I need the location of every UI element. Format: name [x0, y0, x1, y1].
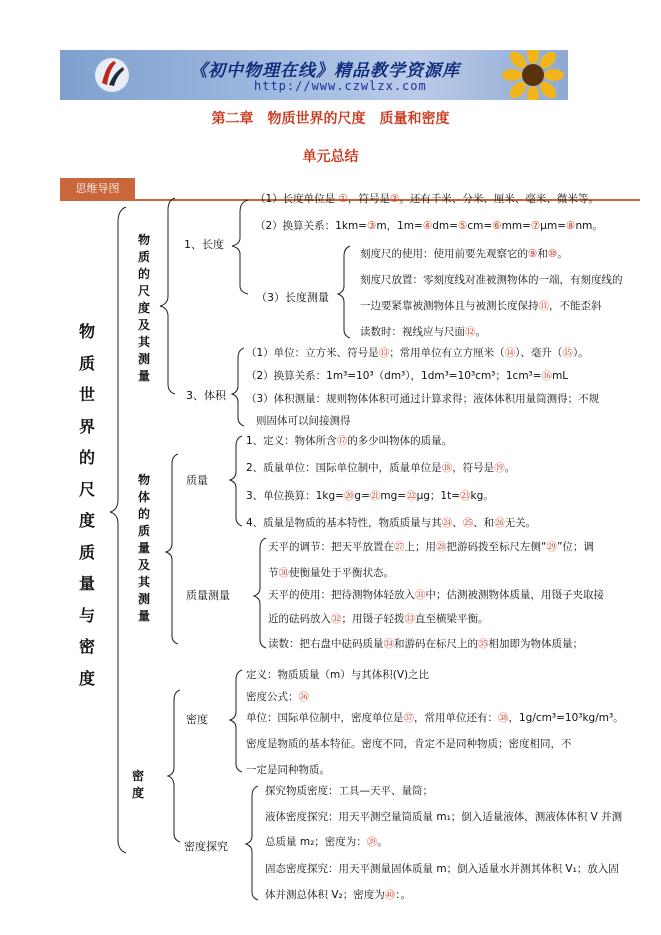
- branch-scale-label: 物质的尺度及其测量: [137, 233, 150, 383]
- mass-measure-item: 天平的调节：把天平放置在㉗上；用㉘把游码拨至标尺左侧“㉙”位；调: [268, 541, 594, 553]
- measure-item: 刻度尺放置：零刻度线对准被测物体的一端，有刻度线的: [360, 274, 623, 286]
- branch-mass-label: 物体的质量及其测量: [137, 473, 150, 623]
- volume-item: （3）体积测量：规则物体体积可通过计算求得；液体体积用量筒测得；不规: [246, 393, 600, 405]
- banner-url: http://www.czwlzx.com: [254, 79, 427, 93]
- density-item: 一定是同种物质。: [246, 764, 330, 776]
- density-item: 定义：物质质量（m）与其体积(V)之比: [246, 669, 430, 681]
- root-topic-label: 物质世界的尺度质量与密度: [78, 322, 95, 688]
- explore-item: 总质量 m₂；密度为：㊴。: [265, 836, 388, 848]
- banner-title: 《初中物理在线》精品教学资源库: [190, 61, 460, 81]
- volume-item: 则固体可以间接测得: [256, 415, 351, 427]
- mass-item: 2、质量单位：国际单位制中，质量单位是⑱，符号是⑲。: [246, 462, 516, 474]
- density-explore-label: 密度探究: [184, 840, 228, 853]
- measure-item: 刻度尺的使用：使用前要先观察它的⑨和⑩。: [360, 248, 568, 260]
- mass-item: 1、定义：物体所含⑰的多少叫物体的质量。: [246, 435, 453, 447]
- density-label: 密度: [186, 713, 208, 726]
- length-label: 1、长度: [184, 238, 224, 251]
- length-item: （1）长度单位是 ①，符号是②。还有千米、分米、厘米、毫米、微米等。: [255, 193, 599, 205]
- volume-item: （2）换算关系：1m³=10³（dm³），1dm³=10³cm³；1cm³=⑯mL: [246, 370, 569, 382]
- density-item: 单位：国际单位制中，密度单位是㊲，常用单位还有：㊳，1g/cm³=10³kg/m³。: [246, 712, 624, 724]
- explore-item: 液体密度探究：用天平测空量筒质量 m₁；倒入适量液体，测液体体积 V 并测: [265, 811, 623, 823]
- mass-measure-label: 质量测量: [186, 589, 230, 602]
- mass-item: 3、单位换算：1kg=⑳g=㉑mg=㉒μg；1t=㉓kg。: [246, 490, 494, 502]
- volume-label: 3、体积: [186, 389, 226, 402]
- volume-item: （1）单位：立方米、符号是⑬；常用单位有立方厘米（⑭）、毫升（⑮）。: [246, 347, 589, 359]
- branch-density-label: 密度: [131, 769, 144, 800]
- mass-measure-item: 读数：把右盘中砝码质量㉞和游码在标尺上的㉟相加即为物体质量；: [268, 638, 583, 650]
- density-item: 密度是物质的基本特征。密度不同，肯定不是同种物质；密度相同，不: [246, 738, 572, 750]
- section-title: 单元总结: [302, 149, 359, 165]
- explore-item: 体并测总体积 V₂；密度为㊵：。: [265, 889, 411, 901]
- mass-label: 质量: [186, 474, 208, 487]
- explore-item: 固态密度探究：用天平测量固体质量 m；倒入适量水并测其体积 V₁；放入固: [265, 863, 619, 875]
- mass-measure-item: 近的砝码放入㉜；用镊子轻拨㉝直至横梁平衡。: [268, 613, 489, 625]
- length-item: （2）换算关系：1km=③m，1m=④dm=⑤cm=⑥mm=⑦μm=⑧nm。: [255, 220, 603, 232]
- density-item: 密度公式：㊱: [246, 691, 309, 703]
- measure-item: 一边要紧靠被测物体且与被测长度保持⑪，不能歪斜: [360, 300, 602, 312]
- chapter-title: 第二章 物质世界的尺度 质量和密度: [211, 111, 450, 127]
- mindmap-tag: 思维导图: [60, 178, 135, 199]
- mass-item: 4、质量是物质的基本特性，物质质量与其㉔、㉕、和㉖无关。: [246, 517, 537, 529]
- length-measure-label: （3）长度测量: [256, 291, 329, 304]
- mass-measure-item: 节㉚使衡量处于平衡状态。: [268, 567, 394, 579]
- measure-item: 读数时：视线应与尺面⑫。: [360, 326, 486, 338]
- mass-measure-item: 天平的使用：把待测物体轻放入㉛中；估测被测物体质量，用镊子夹取接: [268, 589, 604, 601]
- explore-item: 探究物质密度：工具—天平、量筒；: [265, 785, 433, 797]
